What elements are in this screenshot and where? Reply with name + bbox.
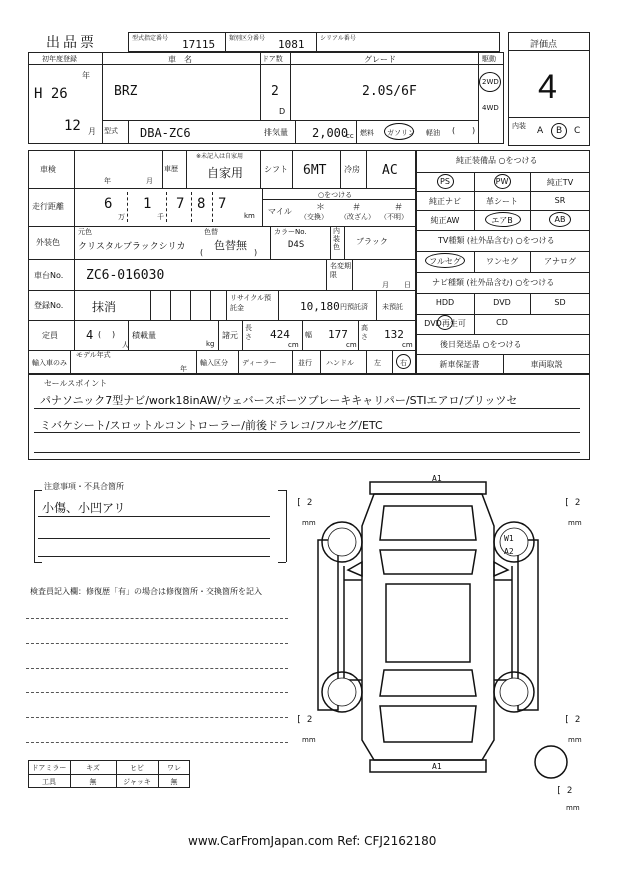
equip-airbag: エアB <box>491 216 513 225</box>
drive-label: 駆動 <box>482 55 496 63</box>
navi-type-label: ナビ種類 (社外品含む) ○をつける <box>432 278 555 287</box>
color-repaint-value: 色替無 <box>214 239 247 252</box>
equip-abs-circle <box>549 212 571 227</box>
watermark-text: www.CarFromJapan.com Ref: CFJ2162180 <box>188 834 437 848</box>
handle-label: ハンドル <box>326 359 354 367</box>
tire-rr-value: [ 2 <box>564 715 581 725</box>
dealer-label: ディーラー <box>242 359 277 367</box>
mileage-label: 走行距離 <box>32 202 64 211</box>
fuel-label: 燃料 <box>360 129 374 137</box>
sales-points-line-1: パナソニック7型ナビ/work18inAW/ウェバースポーツブレーキキャリパー/STIエアロ/ブリッツセ <box>40 394 518 407</box>
tools-tool-label: 工具 <box>42 778 56 786</box>
handle-right-circle <box>396 354 411 369</box>
sales-points-line-2: ミバケシート/スロットルコントローラー/前後ドラレコ/フルセグ/ETC <box>40 419 383 432</box>
name-change-label: 名変期限 <box>330 262 351 279</box>
chassis-value: ZC6-016030 <box>86 268 165 283</box>
later-warranty: 新車保証書 <box>439 360 480 369</box>
interior-label: 内装 <box>512 122 526 130</box>
equip-aw: 純正AW <box>430 216 460 225</box>
registration-value: 抹消 <box>92 300 117 314</box>
grade-value: 2.0S/6F <box>362 84 417 99</box>
color-label: 外装色 <box>36 238 60 247</box>
sheet-title: 出品票 <box>46 35 97 51</box>
later-label: 後日発送品 ○をつける <box>440 340 522 349</box>
tv-fullseg-circle <box>425 253 465 268</box>
recycle-unpaid: 未預託 <box>382 303 403 311</box>
mileage-mark-note: ○をつける <box>318 191 353 199</box>
car-name-value: BRZ <box>114 84 138 99</box>
equip-navi: 純正ナビ <box>429 197 461 206</box>
tools-header-break: ワレ <box>167 764 181 772</box>
door-value: 2 <box>271 84 279 99</box>
chassis-label: 車台No. <box>34 271 64 280</box>
tools-jack-label: ジャッキ <box>123 778 151 786</box>
registration-label: 登録No. <box>34 301 64 310</box>
drive-2wd: 2WD <box>482 78 499 86</box>
navi-sd: SD <box>554 298 566 307</box>
interior-color-label: 内装色 <box>333 227 340 251</box>
length-value: 424 <box>270 328 290 341</box>
load-label: 積載量 <box>132 331 156 340</box>
mileage-digit-1: 6 <box>104 196 113 212</box>
equip-pw: PW <box>495 177 509 186</box>
mile-label: マイル <box>268 207 292 216</box>
drive-2wd-circle <box>479 72 501 92</box>
recycle-label: リサイクル預託金 <box>230 294 272 312</box>
equip-ps-circle <box>437 174 454 189</box>
interior-color-value: ブラック <box>356 237 388 246</box>
tools-header-mirror: ドアミラー <box>31 764 67 772</box>
model-value: DBA-ZC6 <box>140 126 191 140</box>
import-type-label: 輸入区分 <box>200 359 228 367</box>
size-label: 諸元 <box>222 331 238 340</box>
score-value: 4 <box>538 68 557 106</box>
color-original-value: クリスタルブラックシリカ <box>78 242 186 252</box>
tv-oneseg: ワンセグ <box>486 257 518 266</box>
height-value: 132 <box>384 328 404 341</box>
model-spec-value: 17115 <box>182 38 216 51</box>
drive-4wd: 4WD <box>482 104 499 112</box>
sales-points-label: セールスポイント <box>44 379 108 388</box>
mileage-digit-5: 7 <box>218 196 227 212</box>
navi-dvd-play: DVD再生可 <box>424 319 466 328</box>
mileage-unknown: （不明） <box>380 213 408 221</box>
equip-pw-circle <box>494 174 511 189</box>
usage-value: 自家用 <box>207 166 244 180</box>
diagram-windshield-mark-1: W1 <box>504 534 514 543</box>
navi-hdd: HDD <box>435 298 455 307</box>
width-value: 177 <box>328 328 348 341</box>
interior-a: A <box>537 126 544 136</box>
interior-b-circle <box>551 123 567 139</box>
tire-spare-value: [ 2 <box>556 786 573 796</box>
tv-fullseg: フルセグ <box>429 257 461 266</box>
score-label: 評価点 <box>530 40 558 50</box>
fuel-value: ガソリン <box>387 129 415 137</box>
tv-type-label: TV種類 (社外品含む) ○をつける <box>438 236 555 245</box>
shift-label: シフト <box>264 165 288 174</box>
equip-ps: PS <box>440 177 450 186</box>
first-reg-label: 初年度登録 <box>42 55 77 63</box>
usage-note: ※未記入は自家用 <box>196 153 244 160</box>
equip-sr: SR <box>554 196 566 205</box>
handle-right: 右 <box>400 359 407 367</box>
diagram-rear-mark: A1 <box>432 762 442 771</box>
tools-tool-value: 無 <box>89 778 97 786</box>
inspection-label: 車検 <box>40 165 56 174</box>
tools-header-scratch: キズ <box>86 764 100 772</box>
color-no-value: D4S <box>288 240 305 250</box>
mileage-digit-3: 7 <box>176 196 185 212</box>
car-damage-diagram <box>288 470 608 790</box>
tools-header-crack: ヒビ <box>130 764 144 772</box>
displacement-label: 排気量 <box>264 128 288 137</box>
serial-label: シリアル番号 <box>320 35 356 42</box>
mileage-digit-2: 1 <box>143 196 152 212</box>
capacity-label: 定員 <box>42 331 58 340</box>
displacement-value: 2,000 <box>312 126 349 140</box>
equip-leather: 革シート <box>486 197 518 206</box>
tools-jack-value: 無 <box>170 778 178 786</box>
first-reg-month: 12 <box>64 118 81 134</box>
door-label: ドア数 <box>262 55 283 63</box>
mileage-tampered: （改ざん） <box>340 213 375 221</box>
notes-label: 注意事項・不具合箇所 <box>44 482 124 491</box>
parallel-label: 並行 <box>298 359 312 367</box>
light-oil-label: 軽油 <box>426 129 440 137</box>
equipment-label: 純正装備品 ○をつける <box>456 156 538 165</box>
inspector-label: 検査員記入欄：修復歴「有」の場合は修復箇所・交換箇所を記入 <box>30 587 262 596</box>
class-value: 1081 <box>278 38 305 51</box>
recycle-value: 10,180 <box>300 300 340 313</box>
navi-cd: CD <box>496 318 508 327</box>
diagram-windshield-mark-2: A2 <box>504 547 514 556</box>
ac-label: 冷房 <box>344 165 360 174</box>
shift-value: 6MT <box>303 163 327 178</box>
grade-label: グレード <box>364 55 396 64</box>
mileage-exchange: （交換） <box>300 213 328 221</box>
usage-label: 車歴 <box>164 165 178 173</box>
equip-airbag-circle <box>485 212 521 227</box>
import-label: 輸入車のみ <box>32 359 67 367</box>
capacity-value: 4 <box>86 328 94 342</box>
model-label: 型式 <box>104 127 118 135</box>
diagram-front-mark: A1 <box>432 474 442 483</box>
car-name-label: 車 名 <box>168 55 192 64</box>
color-no-label: カラーNo. <box>274 228 307 236</box>
navi-dvd: DVD <box>493 298 511 307</box>
tire-rl-value: [ 2 <box>296 715 313 725</box>
later-manual: 車両取説 <box>530 360 563 369</box>
tire-fl-value: [ 2 <box>296 498 313 508</box>
tire-fr-value: [ 2 <box>564 498 581 508</box>
interior-b: B <box>556 126 563 136</box>
notes-line-1: 小傷、小凹アリ <box>42 501 126 515</box>
fuel-circle <box>384 123 414 140</box>
model-spec-label: 型式指定番号 <box>132 35 169 42</box>
navi-dvd-play-circle <box>437 315 453 330</box>
handle-left: 左 <box>374 359 381 367</box>
ac-value: AC <box>382 163 398 178</box>
first-reg-year: H 26 <box>34 86 68 102</box>
interior-c: C <box>574 126 581 136</box>
class-label: 類別区分番号 <box>229 35 266 42</box>
model-year-label: モデル年式 <box>76 351 111 359</box>
equip-abs: AB <box>554 215 566 224</box>
equip-tv: 純正TV <box>546 178 574 187</box>
mileage-digit-4: 8 <box>197 196 206 212</box>
tv-analog: アナログ <box>544 257 576 266</box>
